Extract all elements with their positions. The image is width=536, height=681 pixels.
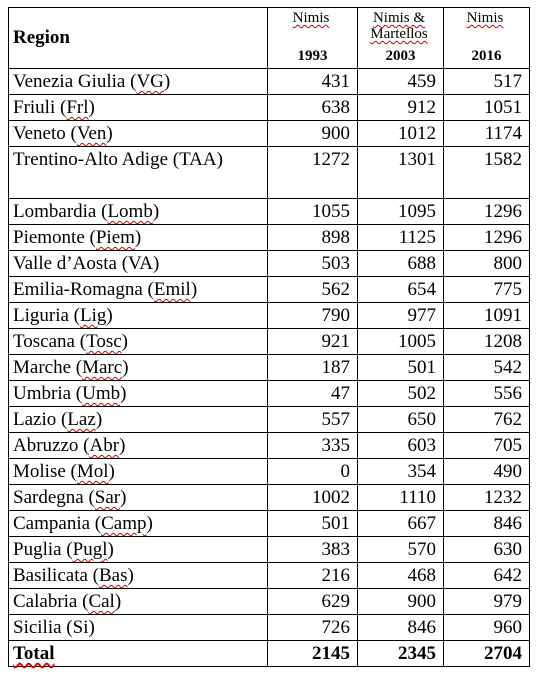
value-cell-2003: 468	[358, 563, 444, 589]
value-cell-2016: 490	[444, 459, 530, 485]
value-cell-2016: 542	[444, 355, 530, 381]
region-name: Sicilia (Si)	[13, 617, 95, 638]
value-cell-2016: 1174	[444, 121, 530, 147]
value-cell-1993: 557	[268, 407, 358, 433]
region-abbreviation-close: )	[120, 383, 127, 404]
value-cell-1993: 1272	[268, 147, 358, 199]
region-name-cell	[9, 95, 268, 121]
region-abbreviation-close: )	[107, 539, 114, 560]
value-cell-2016: 1091	[444, 303, 530, 329]
column-source-label: Nimis	[292, 10, 330, 26]
region-name-cell	[9, 329, 268, 355]
column-source-label: Nimis	[466, 10, 504, 26]
value-cell-1993: 47	[268, 381, 358, 407]
value-cell-1993: 790	[268, 303, 358, 329]
value-cell-2003: 654	[358, 277, 444, 303]
region-species-table	[8, 7, 530, 667]
region-name-cell	[9, 121, 268, 147]
region-abbreviation-close: )	[120, 487, 127, 508]
value-cell-2016: 800	[444, 251, 530, 277]
value-cell-1993: 562	[268, 277, 358, 303]
value-cell-2016: 1051	[444, 95, 530, 121]
region-abbreviation: Umb	[82, 383, 121, 404]
region-abbreviation-close: )	[119, 435, 126, 456]
value-cell-2003: 502	[358, 381, 444, 407]
region-name: Valle d’Aosta (VA)	[13, 253, 160, 274]
table-row	[9, 537, 530, 563]
region-abbreviation: Lomb	[107, 201, 153, 222]
region-name: Lombardia (	[13, 201, 108, 222]
region-abbreviation: Lig	[80, 305, 107, 326]
column-source-label: Nimis &	[372, 10, 426, 26]
column-year-label: 2003	[385, 48, 416, 64]
region-abbreviation-close: )	[122, 357, 129, 378]
column-header-1993	[268, 8, 358, 69]
value-cell-2016: 1582	[444, 147, 530, 199]
value-cell-2016: 517	[444, 69, 530, 95]
column-source-label-line2: Martellos	[370, 26, 428, 42]
region-name-cell	[9, 225, 268, 251]
region-name: Molise (	[13, 461, 77, 482]
region-abbreviation: Frl	[66, 97, 89, 118]
table-row	[9, 121, 530, 147]
region-name: Abruzzo (	[13, 435, 90, 456]
value-cell-1993: 503	[268, 251, 358, 277]
total-value-2003: 2345	[358, 641, 444, 667]
region-abbreviation: Piem	[95, 227, 135, 248]
region-name: Veneto (	[13, 123, 77, 144]
region-name-cell	[9, 381, 268, 407]
value-cell-1993: 898	[268, 225, 358, 251]
region-abbreviation: Abr	[89, 435, 120, 456]
table-row	[9, 485, 530, 511]
region-abbreviation-close: )	[121, 331, 128, 352]
value-cell-1993: 921	[268, 329, 358, 355]
table-row	[9, 147, 530, 199]
value-cell-2016: 642	[444, 563, 530, 589]
value-cell-2003: 1095	[358, 199, 444, 225]
region-abbreviation-close: )	[146, 513, 153, 534]
value-cell-2016: 960	[444, 615, 530, 641]
region-name-cell	[9, 277, 268, 303]
region-name-cell	[9, 589, 268, 615]
value-cell-2016: 1208	[444, 329, 530, 355]
region-name: Puglia (	[13, 539, 73, 560]
region-abbreviation: Marc	[82, 357, 123, 378]
region-abbreviation: Laz	[67, 409, 96, 430]
table-row	[9, 511, 530, 537]
region-name: Sardegna (	[13, 487, 95, 508]
region-name: Liguria (	[13, 305, 81, 326]
value-cell-2016: 630	[444, 537, 530, 563]
column-header-2003	[358, 8, 444, 69]
region-column-header: Region	[9, 8, 268, 69]
value-cell-1993: 431	[268, 69, 358, 95]
value-cell-2003: 912	[358, 95, 444, 121]
region-name-cell	[9, 199, 268, 225]
total-value-2016: 2704	[444, 641, 530, 667]
value-cell-1993: 383	[268, 537, 358, 563]
value-cell-2003: 459	[358, 69, 444, 95]
value-cell-1993: 187	[268, 355, 358, 381]
region-name-cell	[9, 69, 268, 95]
region-name: Basilicata (	[13, 565, 99, 586]
value-cell-2016: 1296	[444, 199, 530, 225]
value-cell-2016: 762	[444, 407, 530, 433]
region-name: Venezia Giulia (	[13, 71, 137, 92]
region-abbreviation-close: )	[108, 461, 115, 482]
value-cell-1993: 726	[268, 615, 358, 641]
region-name: Lazio (	[13, 409, 68, 430]
table-row	[9, 225, 530, 251]
table-row	[9, 433, 530, 459]
table-row	[9, 199, 530, 225]
region-name-cell	[9, 615, 268, 641]
column-header-2016	[444, 8, 530, 69]
region-name: Calabria (	[13, 591, 89, 612]
value-cell-2003: 1110	[358, 485, 444, 511]
region-abbreviation: Ven	[76, 123, 107, 144]
value-cell-1993: 1002	[268, 485, 358, 511]
value-cell-2003: 603	[358, 433, 444, 459]
table-row	[9, 407, 530, 433]
value-cell-1993: 629	[268, 589, 358, 615]
total-row	[9, 641, 530, 667]
region-name: Marche (	[13, 357, 83, 378]
region-abbreviation-close: )	[163, 71, 171, 92]
table-row	[9, 329, 530, 355]
region-name-cell	[9, 251, 268, 277]
region-abbreviation: Cal	[88, 591, 115, 612]
total-label: Total	[13, 643, 55, 664]
region-name-cell	[9, 485, 268, 511]
value-cell-2016: 1296	[444, 225, 530, 251]
region-name-cell	[9, 407, 268, 433]
region-abbreviation: Pugl	[72, 539, 108, 560]
region-name: Campania (	[13, 513, 102, 534]
region-name: Trentino-Alto Adige (TAA)	[13, 149, 223, 170]
table-row	[9, 381, 530, 407]
value-cell-2003: 650	[358, 407, 444, 433]
value-cell-2016: 556	[444, 381, 530, 407]
region-name-cell	[9, 537, 268, 563]
region-abbreviation: Tosc	[86, 331, 122, 352]
value-cell-1993: 900	[268, 121, 358, 147]
column-year-label: 2016	[471, 48, 502, 64]
value-cell-1993: 0	[268, 459, 358, 485]
table-row	[9, 355, 530, 381]
region-name-cell	[9, 511, 268, 537]
table-row	[9, 589, 530, 615]
region-name: Friuli (	[13, 97, 67, 118]
region-name: Piemonte (	[13, 227, 96, 248]
table-header-row	[9, 8, 530, 69]
region-abbreviation-close: )	[106, 123, 113, 144]
region-name: Umbria (	[13, 383, 83, 404]
region-abbreviation-close: )	[190, 279, 198, 300]
value-cell-2003: 1012	[358, 121, 444, 147]
column-year-label: 1993	[297, 48, 328, 64]
region-name-cell	[9, 433, 268, 459]
table-row	[9, 251, 530, 277]
region-abbreviation-close: )	[127, 565, 134, 586]
value-cell-1993: 1055	[268, 199, 358, 225]
value-cell-2003: 1125	[358, 225, 444, 251]
value-cell-2016: 1232	[444, 485, 530, 511]
region-abbreviation: Sar	[94, 487, 121, 508]
region-name-cell	[9, 147, 268, 199]
value-cell-1993: 216	[268, 563, 358, 589]
table-body	[9, 69, 530, 667]
total-label-cell	[9, 641, 268, 667]
value-cell-2003: 688	[358, 251, 444, 277]
value-cell-1993: 638	[268, 95, 358, 121]
table-row	[9, 563, 530, 589]
value-cell-2003: 900	[358, 589, 444, 615]
region-abbreviation-close: )	[95, 409, 103, 430]
table-row	[9, 69, 530, 95]
table-row	[9, 615, 530, 641]
value-cell-2016: 705	[444, 433, 530, 459]
value-cell-1993: 501	[268, 511, 358, 537]
region-name-cell	[9, 563, 268, 589]
value-cell-2003: 1005	[358, 329, 444, 355]
region-name: Toscana (	[13, 331, 87, 352]
value-cell-2003: 570	[358, 537, 444, 563]
table-row	[9, 277, 530, 303]
region-abbreviation: VG	[136, 71, 164, 92]
region-name-cell	[9, 303, 268, 329]
region-abbreviation-close: )	[152, 201, 160, 222]
region-abbreviation-close: )	[106, 305, 113, 326]
region-name-cell	[9, 459, 268, 485]
value-cell-2003: 977	[358, 303, 444, 329]
region-abbreviation: Emil	[153, 279, 191, 300]
region-abbreviation-close: )	[114, 591, 122, 612]
region-abbreviation-close: )	[134, 227, 142, 248]
region-abbreviation: Bas	[99, 565, 128, 586]
table-row	[9, 95, 530, 121]
region-name: Emilia-Romagna (	[13, 279, 154, 300]
region-name-cell	[9, 355, 268, 381]
value-cell-2003: 667	[358, 511, 444, 537]
value-cell-2016: 775	[444, 277, 530, 303]
region-abbreviation: Mol	[76, 461, 109, 482]
value-cell-2003: 1301	[358, 147, 444, 199]
value-cell-2003: 501	[358, 355, 444, 381]
total-value-1993: 2145	[268, 641, 358, 667]
value-cell-2003: 354	[358, 459, 444, 485]
value-cell-2003: 846	[358, 615, 444, 641]
region-abbreviation-close: )	[88, 97, 95, 118]
value-cell-2016: 979	[444, 589, 530, 615]
value-cell-2016: 846	[444, 511, 530, 537]
region-abbreviation: Camp	[101, 513, 147, 534]
table-row	[9, 303, 530, 329]
table-row	[9, 459, 530, 485]
value-cell-1993: 335	[268, 433, 358, 459]
